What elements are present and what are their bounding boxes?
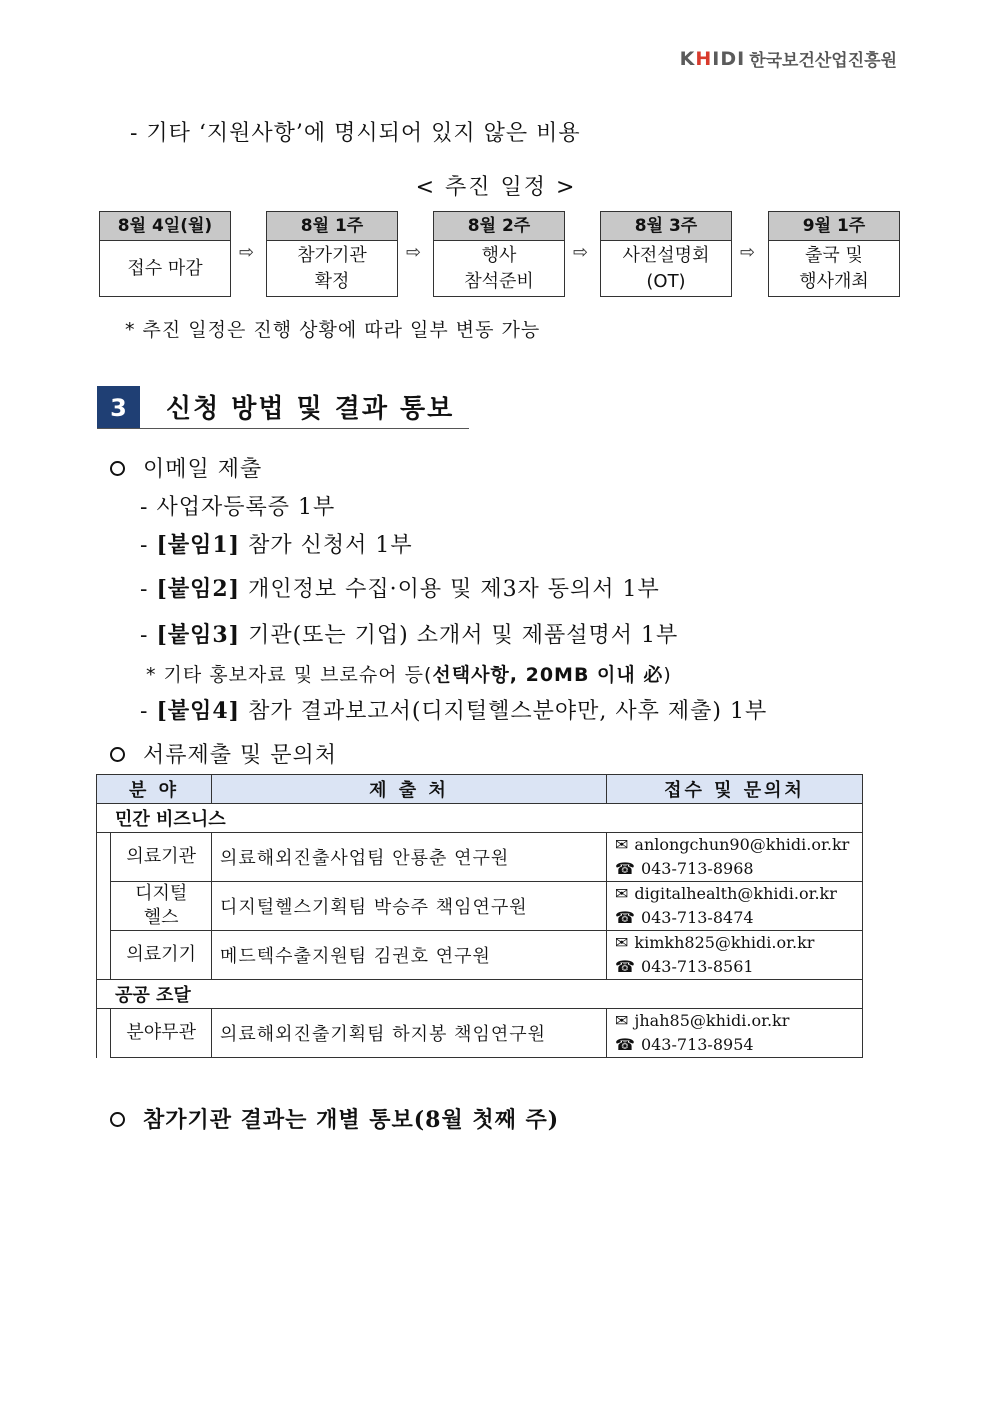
step-label: 출국 및 행사개최 [799, 245, 869, 292]
email-icon: ✉ [615, 835, 629, 854]
step-label: 참가기관 확정 [297, 245, 367, 292]
email-icon: ✉ [615, 884, 629, 903]
schedule-step [600, 211, 732, 297]
column-header: 접수 및 문의처 [607, 775, 863, 804]
arrow-right-icon: ⇨ [573, 242, 589, 263]
phone-icon: ☎ [615, 859, 635, 878]
email-link[interactable]: kimkh825@khidi.or.kr [634, 933, 815, 952]
category-cell: 의료기관 [111, 833, 212, 882]
email-heading: 이메일 제출 [110, 452, 262, 483]
section-number: 3 [97, 386, 140, 429]
khidi-logo [680, 46, 897, 71]
email-link[interactable]: jhah85@khidi.or.kr [634, 1011, 790, 1030]
section-title: 신청 방법 및 결과 통보 [166, 394, 455, 424]
email-icon: ✉ [615, 1011, 629, 1030]
schedule-note: * 추진 일정은 진행 상황에 따라 일부 변동 가능 [125, 319, 541, 341]
column-header: 제 출 처 [212, 775, 607, 804]
email-link[interactable]: digitalhealth@khidi.or.kr [634, 884, 837, 903]
email-icon: ✉ [615, 933, 629, 952]
step-date: 8월 3주 [601, 212, 731, 241]
column-header: 분 야 [97, 775, 212, 804]
phone-number: 043-713-8474 [640, 908, 754, 927]
contact-cell [607, 882, 863, 931]
group-label: 민간 비즈니스 [97, 804, 863, 833]
step-date: 8월 1주 [267, 212, 397, 241]
section-underline [97, 428, 469, 429]
schedule-step [99, 211, 231, 297]
category-cell: 의료기기 [111, 931, 212, 980]
group-row [97, 980, 863, 1009]
schedule-title: < 추진 일정 > [415, 175, 577, 200]
arrow-right-icon: ⇨ [406, 242, 422, 263]
schedule-step [266, 211, 398, 297]
category-cell: 디지털 헬스 [111, 882, 212, 931]
phone-icon: ☎ [615, 957, 635, 976]
circle-bullet-icon [110, 1112, 125, 1127]
contact-cell [607, 1009, 863, 1058]
table-row [97, 833, 863, 882]
step-date: 8월 2주 [434, 212, 564, 241]
phone-icon: ☎ [615, 908, 635, 927]
step-date: 9월 1주 [769, 212, 899, 241]
list-item: - [붙임4] 참가 결과보고서(디지털헬스분야만, 사후 제출) 1부 [140, 698, 768, 724]
group-row [97, 804, 863, 833]
arrow-right-icon: ⇨ [239, 242, 255, 263]
intro-line: - 기타 ‘지원사항’에 명시되어 있지 않은 비용 [130, 121, 581, 146]
arrow-right-icon: ⇨ [740, 242, 756, 263]
result-notice: 참가기관 결과는 개별 통보(8월 첫째 주) [110, 1103, 559, 1134]
list-item: - 사업자등록증 1부 [140, 495, 336, 520]
table-row [97, 931, 863, 980]
circle-bullet-icon [110, 461, 125, 476]
group-label: 공공 조달 [97, 980, 863, 1009]
org-cell: 의료해외진출사업팀 안룡춘 연구원 [212, 833, 607, 882]
list-item: - [붙임2] 개인정보 수집·이용 및 제3자 동의서 1부 [140, 576, 660, 602]
list-item: - [붙임3] 기관(또는 기업) 소개서 및 제품설명서 1부 [140, 622, 679, 648]
logo-text: 한국보건산업진흥원 [749, 51, 897, 71]
list-item: - [붙임1] 참가 신청서 1부 [140, 532, 413, 558]
step-date: 8월 4일(월) [100, 212, 230, 241]
table-row [97, 882, 863, 931]
list-sub-note: * 기타 홍보자료 및 브로슈어 등(선택사항, 20MB 이내 必) [146, 664, 672, 686]
step-label: 사전설명회 (OT) [622, 245, 710, 292]
step-label: 행사 참석준비 [464, 245, 534, 292]
category-cell: 분야무관 [111, 1009, 212, 1058]
contact-cell [607, 931, 863, 980]
circle-bullet-icon [110, 747, 125, 762]
logo-mark: KHIDI [679, 47, 746, 70]
contacts-table [96, 774, 863, 1058]
org-cell: 의료해외진출기획팀 하지봉 책임연구원 [212, 1009, 607, 1058]
org-cell: 디지털헬스기획팀 박승주 책임연구원 [212, 882, 607, 931]
schedule-step [768, 211, 900, 297]
contacts-heading: 서류제출 및 문의처 [110, 738, 337, 769]
phone-number: 043-713-8954 [640, 1035, 754, 1054]
phone-icon: ☎ [615, 1035, 635, 1054]
contact-cell [607, 833, 863, 882]
phone-number: 043-713-8561 [640, 957, 754, 976]
org-cell: 메드텍수출지원팀 김권호 연구원 [212, 931, 607, 980]
email-link[interactable]: anlongchun90@khidi.or.kr [634, 835, 850, 854]
phone-number: 043-713-8968 [640, 859, 754, 878]
table-header-row [97, 775, 863, 804]
step-label: 접수 마감 [127, 258, 203, 279]
table-row [97, 1009, 863, 1058]
schedule-step [433, 211, 565, 297]
